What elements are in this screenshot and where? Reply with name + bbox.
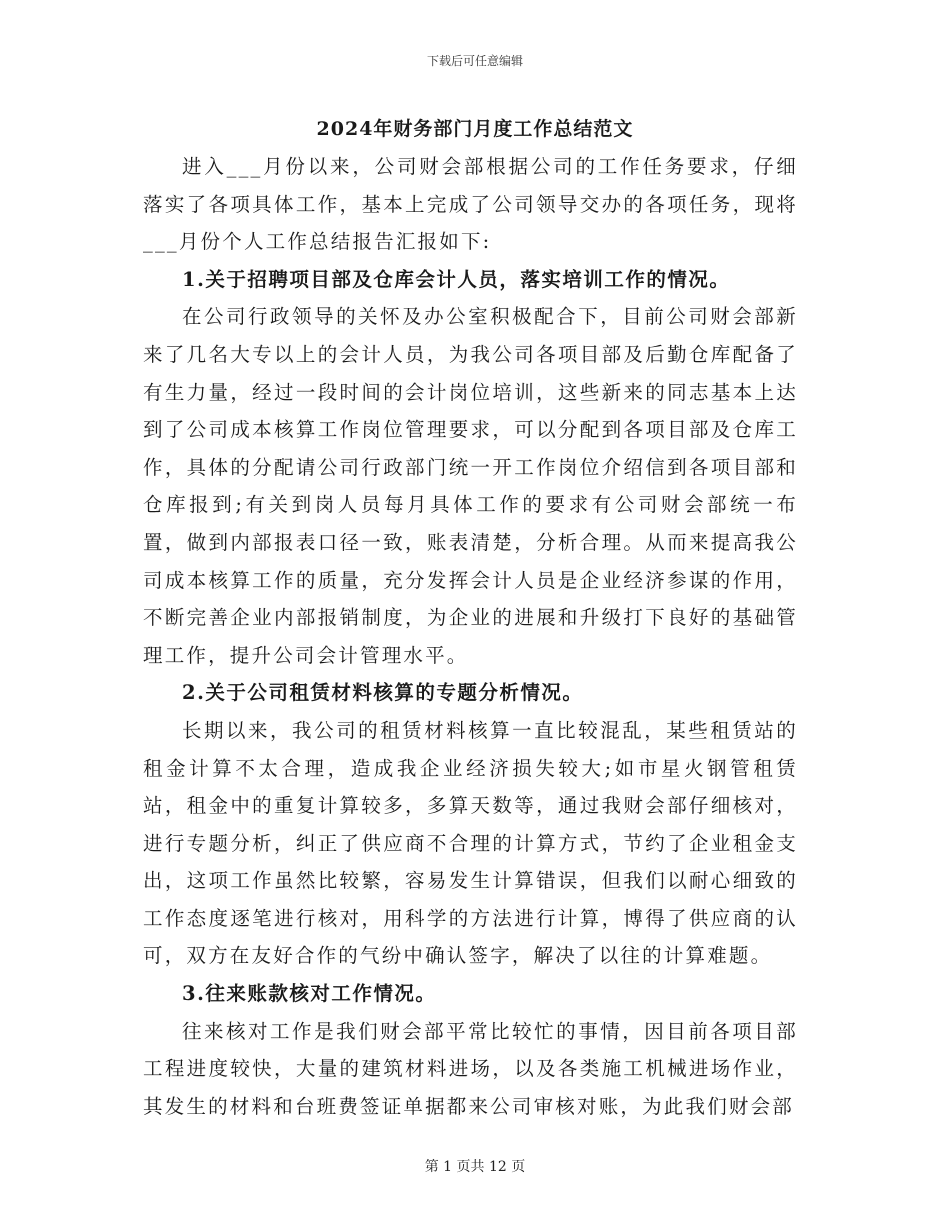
section-2-paragraph: 长期以来，我公司的租赁材料核算一直比较混乱，某些租赁站的租金计算不太合理，造成我企业经济损失较大;如市星火钢管租赁站，租金中的重复计算较多，多算天数等，通过我财会部仔细核对，进行专题分析，纠正了供应商不合理的计算方式，节约了企业租金支出，这项工作虽然比较繁，容易发生计算错误，但我们以耐心细致的工作态度逐笔进行核对，用科学的方法进行计算，博得了供应商的认可，双方在友好合作的气纷中确认签字，解决了以往的计算难题。 [143, 718, 798, 968]
section-heading-3: 3.往来账款核对工作情况。 [182, 982, 437, 1006]
page-number-footer: 第 1 页共 12 页 [424, 1159, 526, 1175]
section-heading-1: 1.关于招聘项目部及仓库会计人员，落实培训工作的情况。 [182, 267, 731, 291]
section-1-paragraph: 在公司行政领导的关怀及办公室积极配合下，目前公司财会部新来了几名大专以上的会计人员，为我公司各项目部及后勤仓库配备了有生力量，经过一段时间的会计岗位培训，这些新来的同志基本上达到了公司成本核算工作岗位管理要求，可以分配到各项目部及仓库工作，具体的分配请公司行政部门统一开工作岗位介绍信到各项目部和仓库报到;有关到岗人员每月具体工作的要求有公司财会部统一布置，做到内部报表口径一致，账表清楚，分析合理。从而来提高我公司成本核算工作的质量，充分发挥会计人员是企业经济参谋的作用，不断完善企业内部报销制度，为企业的进展和升级打下良好的基础管理工作，提升公司会计管理水平。 [143, 305, 798, 667]
section-heading-2: 2.关于公司租赁材料核算的专题分析情况。 [182, 681, 584, 705]
intro-paragraph: 进入___月份以来，公司财会部根据公司的工作任务要求，仔细落实了各项具体工作，基本上完成了公司领导交办的各项任务，现将___月份个人工作总结报告汇报如下: [143, 155, 798, 254]
section-3-paragraph: 往来核对工作是我们财会部平常比较忙的事情，因目前各项目部工程进度较快，大量的建筑材料进场，以及各类施工机械进场作业，其发生的材料和台班费签证单据都来公司审核对账，为此我们财会部 [143, 1019, 798, 1118]
document-body [143, 148, 798, 1125]
document-title: 2024年财务部门月度工作总结范文 [316, 118, 634, 140]
header-note: 下载后可任意编辑 [426, 54, 523, 68]
